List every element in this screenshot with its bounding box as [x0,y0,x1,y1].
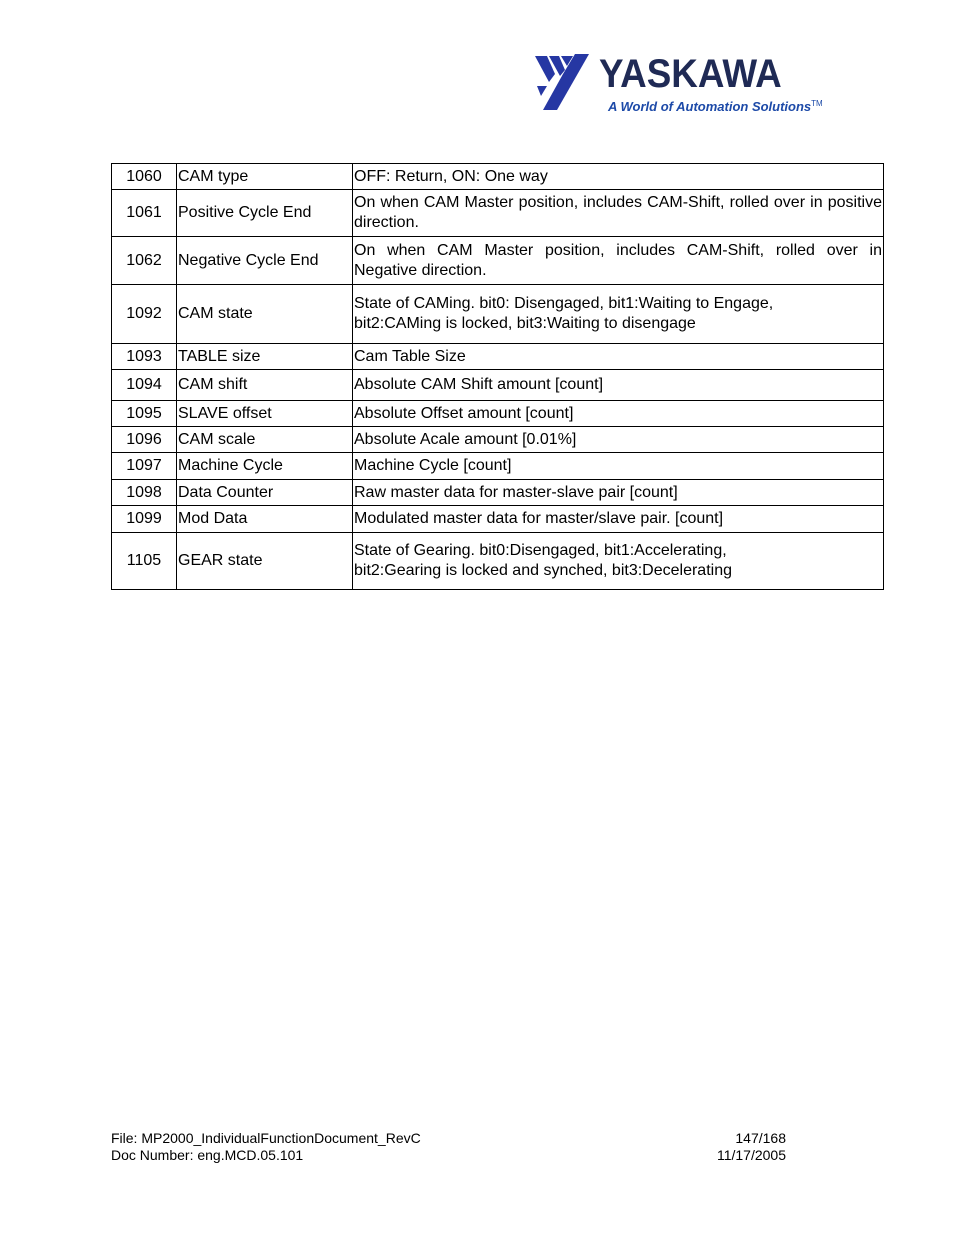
register-name: GEAR state [177,533,353,590]
register-number: 1094 [112,370,177,401]
register-number: 1060 [112,164,177,190]
register-number: 1093 [112,344,177,370]
table-row [112,190,884,237]
yaskawa-mark-icon [533,52,599,112]
table-row [112,401,884,427]
register-description: Absolute CAM Shift amount [count] [353,370,884,401]
register-number: 1099 [112,506,177,533]
register-name: Negative Cycle End [177,237,353,285]
table-row [112,533,884,590]
table-row [112,370,884,401]
footer-left [111,1130,421,1164]
register-name: CAM state [177,285,353,344]
register-number: 1095 [112,401,177,427]
table-row [112,285,884,344]
register-number: 1096 [112,427,177,453]
register-number: 1062 [112,237,177,285]
register-number: 1098 [112,480,177,506]
register-description: Machine Cycle [count] [353,453,884,480]
register-description: Modulated master data for master/slave pair. [count] [353,506,884,533]
register-name: CAM shift [177,370,353,401]
register-description: Absolute Acale amount [0.01%] [353,427,884,453]
table-row [112,453,884,480]
register-description: Absolute Offset amount [count] [353,401,884,427]
register-name: Positive Cycle End [177,190,353,237]
table-row [112,427,884,453]
table-row [112,480,884,506]
register-description: OFF: Return, ON: One way [353,164,884,190]
yaskawa-logo [533,52,823,116]
register-name: Machine Cycle [177,453,353,480]
trademark-mark: TM [811,99,823,108]
footer-page: 147/168 [735,1130,786,1146]
logo-tagline: A World of Automation Solutions™ [608,99,823,114]
register-name: SLAVE offset [177,401,353,427]
footer-file: File: MP2000_IndividualFunctionDocument_RevC [111,1130,421,1146]
register-table [111,163,884,590]
footer-doc-number: Doc Number: eng.MCD.05.101 [111,1147,304,1163]
logo-wordmark: YASKAWA [599,52,782,96]
register-description: On when CAM Master position, includes CAM-Shift, rolled over in positive direction. [353,190,884,237]
register-name: CAM type [177,164,353,190]
table-row [112,344,884,370]
register-description: Raw master data for master-slave pair [count] [353,480,884,506]
footer-date: 11/17/2005 [716,1147,786,1163]
register-name: TABLE size [177,344,353,370]
table-row [112,164,884,190]
register-description: State of CAMing. bit0: Disengaged, bit1:Waiting to Engage, bit2:CAMing is locked, bit3:Waiting to disengage [353,285,884,344]
footer-right [706,1130,786,1164]
register-description: On when CAM Master position, includes CAM-Shift, rolled over in Negative direction. [353,237,884,285]
register-number: 1097 [112,453,177,480]
register-name: Mod Data [177,506,353,533]
register-number: 1092 [112,285,177,344]
table-row [112,506,884,533]
register-number: 1105 [112,533,177,590]
register-description: Cam Table Size [353,344,884,370]
register-number: 1061 [112,190,177,237]
register-description: State of Gearing. bit0:Disengaged, bit1:Accelerating, bit2:Gearing is locked and synched, bit3:Decelerating [353,533,884,590]
register-name: Data Counter [177,480,353,506]
table-row [112,237,884,285]
register-name: CAM scale [177,427,353,453]
